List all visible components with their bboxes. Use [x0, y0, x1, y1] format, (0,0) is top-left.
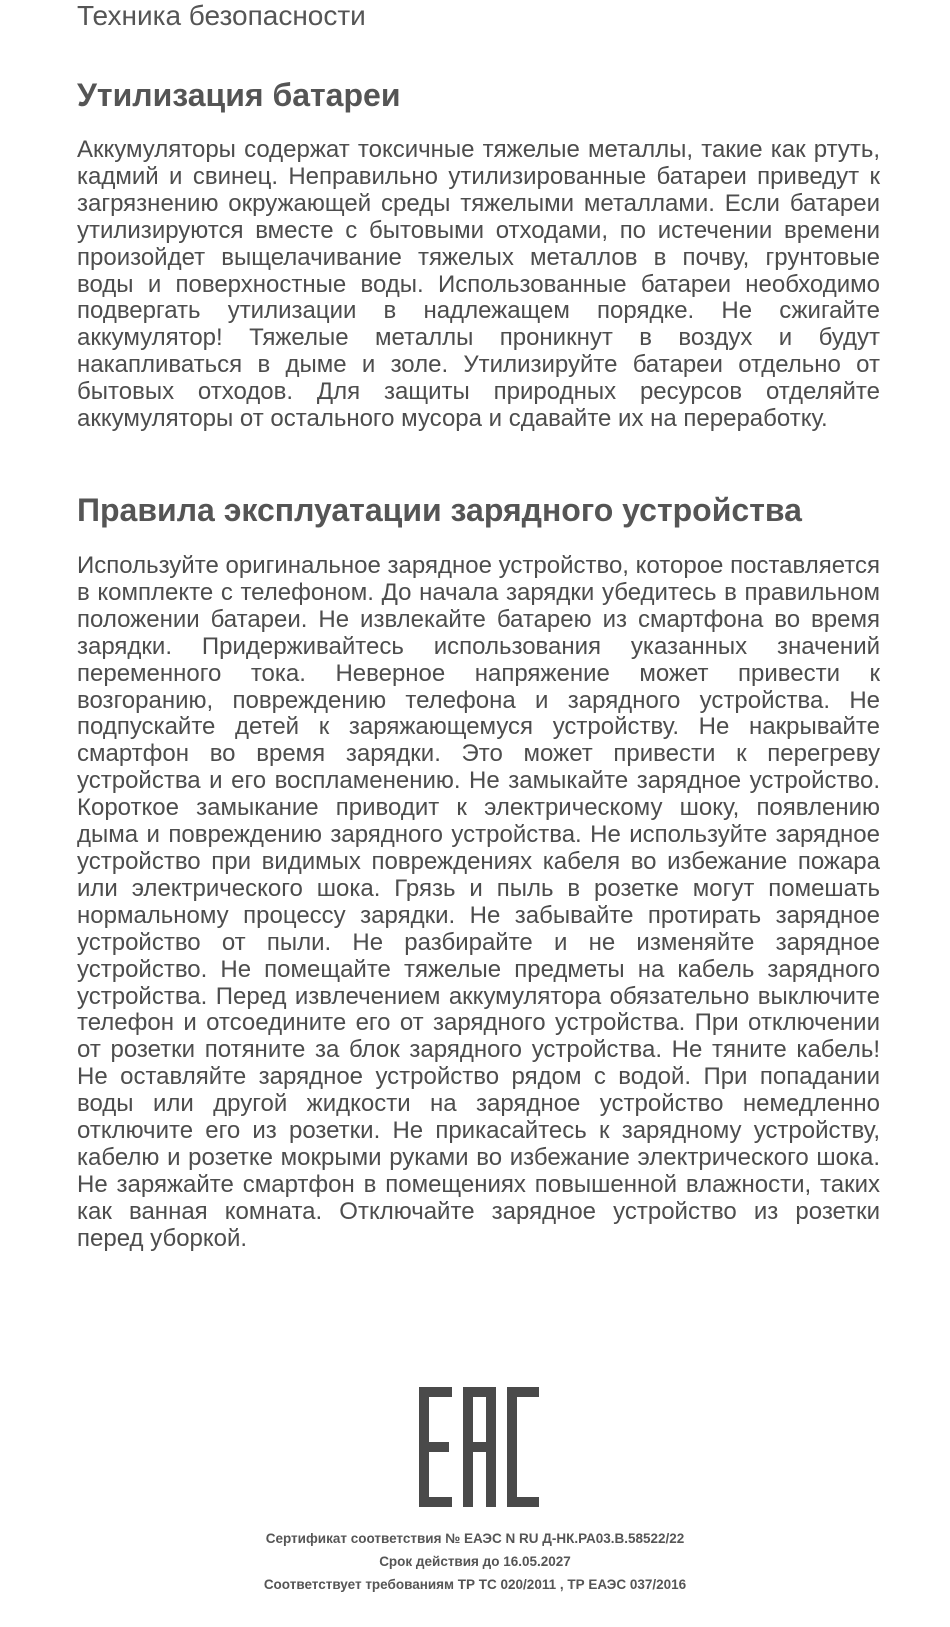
certificate-validity: Срок действия до 16.05.2027: [379, 1554, 571, 1569]
battery-disposal-heading: Утилизация батареи: [77, 77, 401, 113]
certificate-number: Сертификат соответствия № ЕАЭС N RU Д-НК.РА03.В.58522/22: [265, 1531, 685, 1546]
charger-rules-heading: Правила эксплуатации зарядного устройства: [77, 492, 802, 528]
battery-disposal-text: Аккумуляторы содержат токсичные тяжелые металлы, такие как ртуть, кадмий и свинец. Неправильно утилизированные батареи приведут к загрязнению окружающей среды тяжелыми металлами. Если батареи утилизируются вместе с бытовыми отходами, по истечении времени произойдет выщелачивание тяжелых металлов в почву, грунтовые воды и поверхностные воды. Использованные батареи необходимо подвергать утилизации в надлежащем порядке. Не сжигайте аккумулятор! Тяжелые металлы проникнут в воздух и будут накапливаться в дыме и золе. Утилизируйте батареи отдельно от бытовых отходов. Для защиты природных ресурсов отделяйте аккумуляторы от остального мусора и сдавайте их на переработку.: [77, 136, 880, 433]
running-title: Техника безопасности: [77, 0, 366, 31]
eac-mark-icon: [419, 1387, 539, 1507]
certificate-compliance: Соответствует требованиям ТР ТС 020/2011 , ТР ЕАЭС 037/2016: [263, 1577, 687, 1592]
charger-rules-text: Используйте оригинальное зарядное устройство, которое поставляется в комплекте с телефоном. До начала зарядки убедитесь в правильном положении батареи. Не извлекайте батарею из смартфона во время зарядки. Придерживайтесь использования указанных значений переменного тока. Неверное напряжение может привести к возгоранию, повреждению телефона и зарядного устройства. Не подпускайте детей к заряжающемуся устройству. Не накрывайте смартфон во время зарядки. Это может привести к перегреву устройства и его воспламенению. Не замыкайте зарядное устройство. Короткое замыкание приводит к электрическому шоку, появлению дыма и повреждению зарядного устройства. Не используйте зарядное устройство при видимых повреждениях кабеля во избежание пожара или электрического шока. Грязь и пыль в розетке могут помешать нормальному процессу зарядки. Не забывайте протирать зарядное устройство от пыли. Не разбирайте и не изменяйте зарядное устройство. Не помещайте тяжелые предметы на кабель зарядного устройства. Перед извлечением аккумулятора обязательно выключите телефон и отсоедините его от зарядного устройства. При отключении от розетки потяните за блок зарядного устройства. Не тяните кабель! Не оставляйте зарядное устройство рядом с водой. При попадании воды или другой жидкости на зарядное устройство немедленно отключите его из розетки. Не прикасайтесь к зарядному устройству, кабелю и розетке мокрыми руками во избежание электрического шока. Не заряжайте смартфон в помещениях повышенной влажности, таких как ванная комната. Отключайте зарядное устройство из розетки перед уборкой.: [77, 552, 880, 1252]
